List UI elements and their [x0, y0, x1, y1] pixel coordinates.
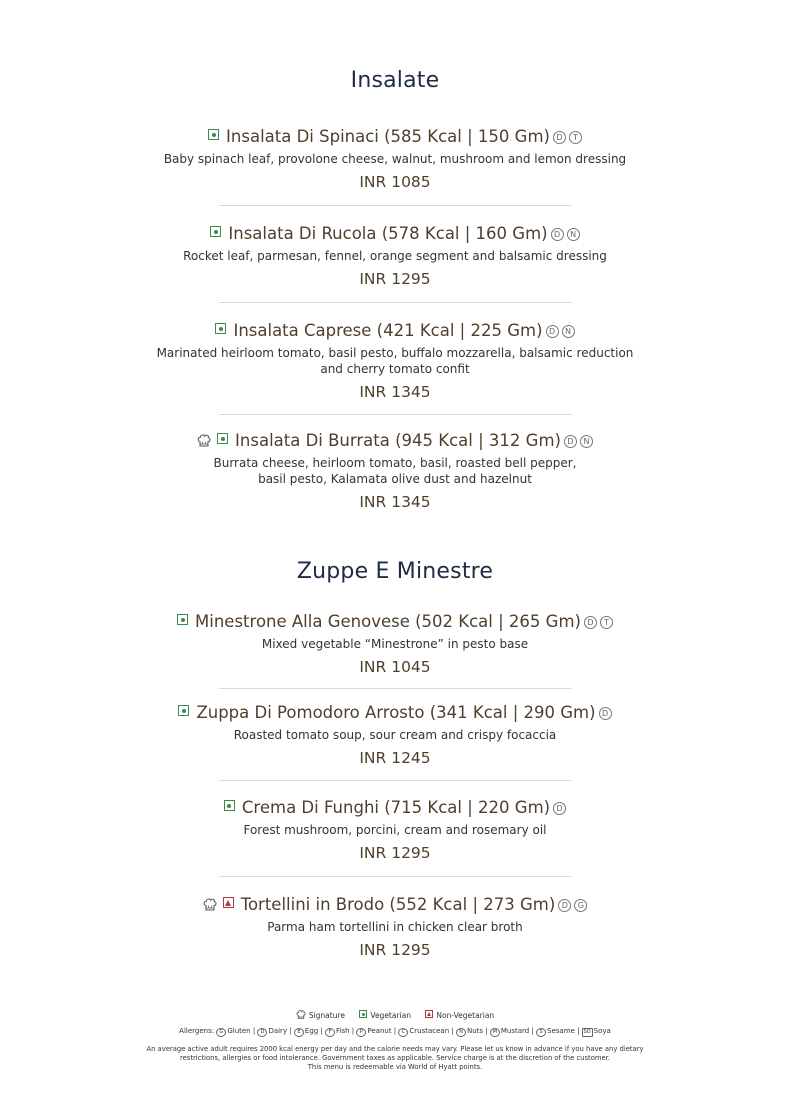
menu-item-title-row — [0, 798, 790, 818]
allergen-key-gluten — [216, 1027, 250, 1035]
vegetarian-icon — [359, 1010, 367, 1018]
allergen-nuts-icon: N — [580, 435, 593, 448]
allergen-dairy-icon: D — [558, 899, 571, 912]
menu-item-price: INR 1085 — [359, 173, 431, 191]
allergen-name: Gluten — [227, 1027, 251, 1035]
allergen-key-crustacean — [398, 1027, 449, 1035]
menu-item — [0, 224, 790, 289]
menu-item-name: Insalata Di Rucola (578 Kcal | 160 Gm) — [228, 224, 548, 243]
allergens-key: Allergens: G Gluten | D Dairy | E Egg | F Fish | P Peanut | C Crustacean | N Nuts | M Mustard | S Sesame | SO Soya — [179, 1027, 611, 1035]
menu-item-description-line: Marinated heirloom tomato, basil pesto, buffalo mozzarella, balsamic reduction — [156, 346, 634, 360]
legend-vegetarian-label: Vegetarian — [370, 1011, 411, 1020]
menu-item-title-row — [0, 431, 790, 451]
item-divider — [219, 688, 572, 689]
menu-item — [0, 431, 790, 512]
item-divider — [219, 205, 572, 206]
vegetarian-icon — [224, 800, 235, 811]
vegetarian-icon — [215, 323, 226, 334]
item-divider — [219, 414, 572, 415]
menu-item — [0, 798, 790, 863]
menu-item — [0, 127, 790, 192]
gluten-icon: G — [216, 1028, 226, 1037]
menu-item-name: Zuppa Di Pomodoro Arrosto (341 Kcal | 290 Gm) — [196, 703, 596, 722]
chef-hat-signature-icon — [296, 1010, 306, 1019]
allergen-dairy-icon: D — [551, 228, 564, 241]
allergen-gluten-icon: G — [574, 899, 587, 912]
allergen-key-peanut — [356, 1027, 391, 1035]
menu-item-name: Minestrone Alla Genovese (502 Kcal | 265 Gm) — [195, 612, 581, 631]
non-vegetarian-icon — [223, 897, 234, 908]
menu-item-description-line: Burrata cheese, heirloom tomato, basil, roasted bell pepper, — [213, 456, 577, 470]
menu-item-description: Parma ham tortellini in chicken clear broth — [267, 920, 523, 934]
vegetarian-icon — [217, 433, 228, 444]
menu-item-name: Tortellini in Brodo (552 Kcal | 273 Gm) — [240, 895, 556, 914]
nuts-icon: N — [456, 1028, 466, 1037]
legend-signature — [296, 1011, 345, 1020]
allergen-dairy-icon: D — [553, 131, 566, 144]
legend-non-vegetarian — [425, 1011, 494, 1020]
allergen-dairy-icon: D — [553, 802, 566, 815]
menu-item — [0, 703, 790, 768]
non-vegetarian-icon — [425, 1010, 433, 1018]
footer-note — [110, 1045, 680, 1072]
menu-item-name: Insalata Di Spinaci (585 Kcal | 150 Gm) — [226, 127, 550, 146]
allergen-key-soya — [582, 1027, 611, 1035]
menu-item-title-row — [0, 612, 790, 632]
menu-item-description: Rocket leaf, parmesan, fennel, orange segment and balsamic dressing — [183, 249, 607, 263]
allergen-key-nuts — [456, 1027, 483, 1035]
allergen-name: Sesame — [547, 1027, 575, 1035]
menu-item-title-row — [0, 224, 790, 244]
allergen-name: Nuts — [466, 1027, 484, 1035]
menu-item-name: Crema Di Funghi (715 Kcal | 220 Gm) — [241, 798, 551, 817]
vegetarian-icon — [178, 705, 189, 716]
legend-signature-label: Signature — [308, 1011, 345, 1020]
footer-note-line: An average active adult requires 2000 kcal energy per day and the calorie needs may vary. Please let us know in advance if you have any dietary — [146, 1045, 644, 1053]
menu-item-price: INR 1295 — [359, 844, 431, 862]
allergen-dairy-icon: D — [584, 616, 597, 629]
allergen-name: Egg — [304, 1027, 319, 1035]
menu-item-name: Insalata Di Burrata (945 Kcal | 312 Gm) — [235, 431, 561, 450]
allergen-key-dairy — [257, 1027, 287, 1035]
menu-item-description: Baby spinach leaf, provolone cheese, walnut, mushroom and lemon dressing — [163, 152, 627, 166]
menu-item-price: INR 1345 — [359, 383, 431, 401]
menu-item-description: Roasted tomato soup, sour cream and crispy focaccia — [233, 728, 557, 742]
dairy-icon: D — [257, 1028, 267, 1037]
allergen-key-mustard — [490, 1027, 529, 1035]
allergen-name: Peanut — [367, 1027, 392, 1035]
chef-hat-signature-icon — [203, 898, 217, 911]
peanut-icon: P — [356, 1028, 366, 1037]
fish-icon: F — [325, 1028, 335, 1037]
menu-item-title-row — [0, 127, 790, 147]
vegetarian-icon — [210, 226, 221, 237]
allergen-key-egg — [294, 1027, 318, 1035]
menu-item-description: Forest mushroom, porcini, cream and rosemary oil — [243, 823, 547, 837]
menu-item-description-line: basil pesto, Kalamata olive dust and hazelnut — [258, 472, 532, 486]
chef-hat-signature-icon — [197, 434, 211, 447]
footer-note-line: This menu is redeemable via World of Hyatt points. — [307, 1063, 483, 1071]
item-divider — [219, 876, 572, 877]
allergen-name: Fish — [336, 1027, 350, 1035]
allergen-key-fish — [325, 1027, 350, 1035]
menu-item-price: INR 1295 — [359, 270, 431, 288]
allergen-dairy-icon: D — [564, 435, 577, 448]
menu-item-description-line: and cherry tomato confit — [320, 362, 470, 376]
legend-non-vegetarian-label: Non-Vegetarian — [436, 1011, 495, 1020]
menu-item-description — [0, 455, 790, 487]
menu-item-name: Insalata Caprese (421 Kcal | 225 Gm) — [233, 321, 543, 340]
legend — [0, 1010, 790, 1020]
allergen-nuts-icon: N — [567, 228, 580, 241]
allergen-dairy-icon: D — [599, 707, 612, 720]
menu-item — [0, 612, 790, 677]
allergen-t-icon: T — [569, 131, 582, 144]
section-title-insalate: Insalate — [350, 68, 440, 93]
menu-item-title-row — [0, 321, 790, 341]
item-divider — [219, 780, 572, 781]
vegetarian-icon — [208, 129, 219, 140]
allergen-t-icon: T — [600, 616, 613, 629]
allergen-name: Dairy — [268, 1027, 288, 1035]
allergen-dairy-icon: D — [546, 325, 559, 338]
legend-vegetarian — [359, 1011, 411, 1020]
allergens-key-label: Allergens: — [179, 1027, 215, 1035]
menu-item-price: INR 1345 — [359, 493, 431, 511]
allergen-nuts-icon: N — [562, 325, 575, 338]
soya-icon: SO — [583, 1029, 591, 1035]
egg-icon: E — [294, 1028, 304, 1037]
footer-note-line: restrictions, allergies or food intolerance. Government taxes as applicable. Service charge is at the discretion of the customer. — [179, 1054, 610, 1062]
allergen-key-sesame — [536, 1027, 575, 1035]
menu-item-price: INR 1245 — [359, 749, 431, 767]
menu-item — [0, 321, 790, 402]
sesame-icon: S — [536, 1028, 546, 1037]
menu-item — [0, 895, 790, 960]
vegetarian-icon — [177, 614, 188, 625]
menu-item-description: Mixed vegetable “Minestrone” in pesto base — [261, 637, 529, 651]
menu-item-price: INR 1045 — [359, 658, 431, 676]
allergen-name: Soya — [593, 1027, 611, 1035]
item-divider — [219, 302, 572, 303]
allergen-name: Mustard — [500, 1027, 530, 1035]
section-title-zuppe: Zuppe E Minestre — [296, 559, 494, 584]
crustacean-icon: C — [398, 1028, 408, 1037]
menu-item-price: INR 1295 — [359, 941, 431, 959]
menu-item-title-row — [0, 703, 790, 723]
menu-item-title-row — [0, 895, 790, 915]
allergen-name: Crustacean — [409, 1027, 450, 1035]
menu-item-description — [0, 345, 790, 377]
mustard-icon: M — [490, 1028, 500, 1037]
